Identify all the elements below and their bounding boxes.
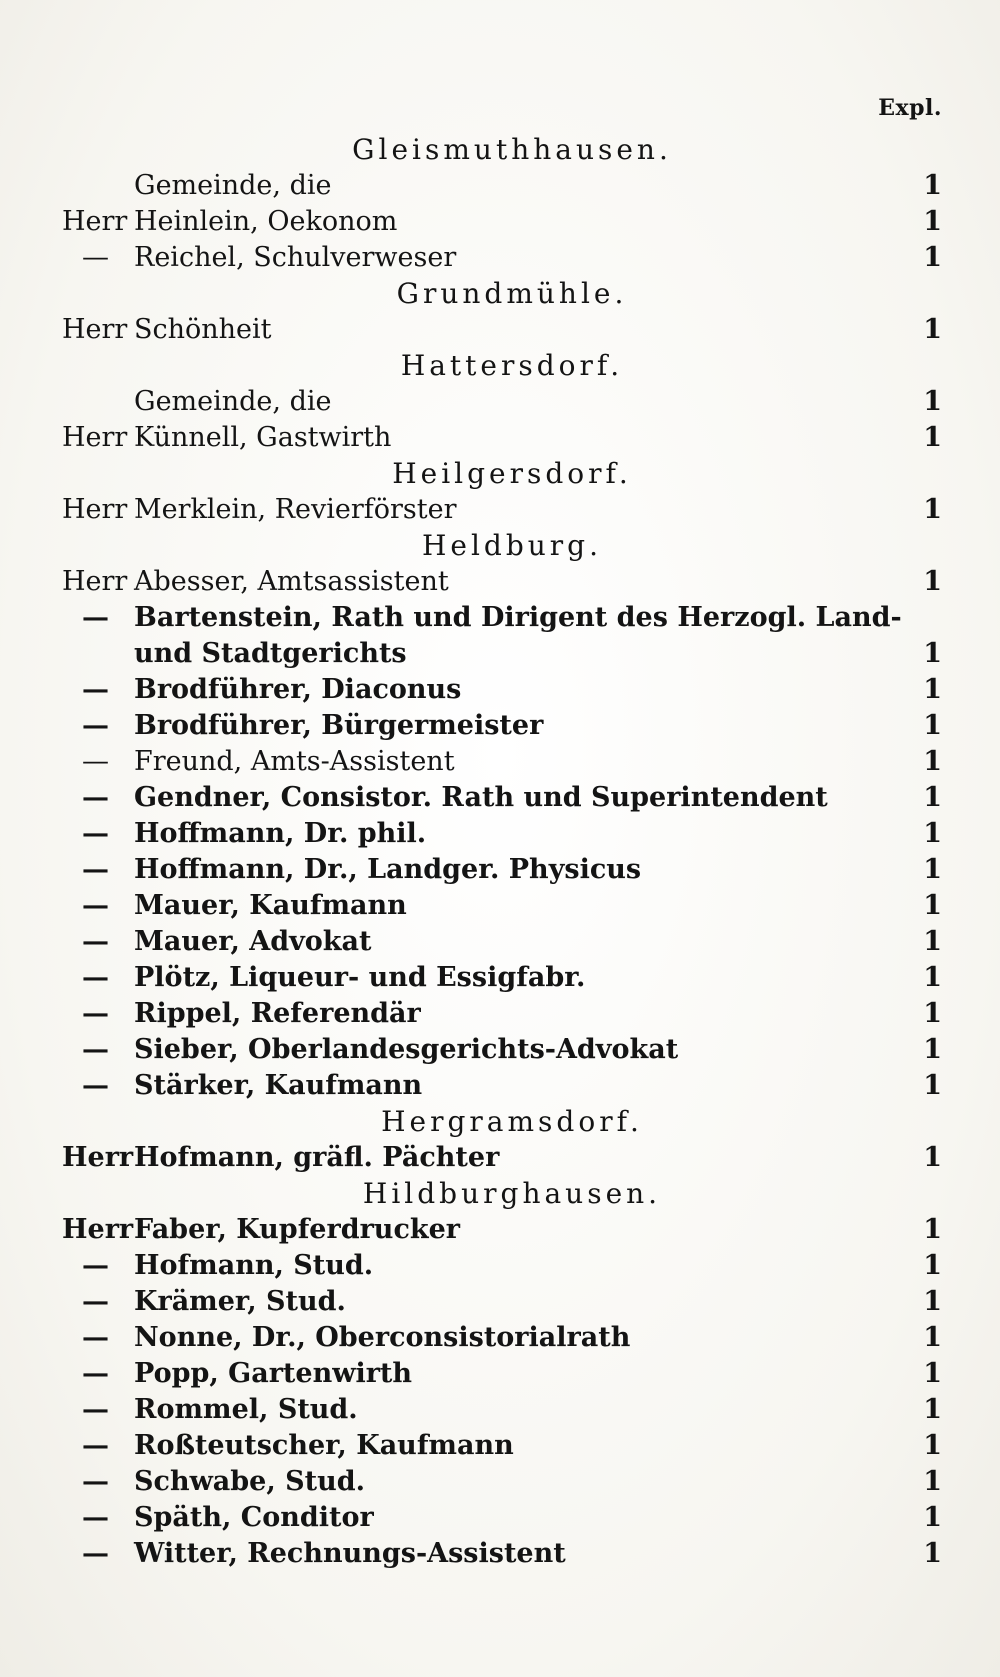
subscriber-list	[62, 132, 942, 1572]
ditto-dash: —	[82, 746, 109, 777]
copies-count: 1	[923, 1430, 942, 1461]
subscriber-name: Mauer, Kaufmann	[134, 890, 407, 921]
place-heading: Hildburghausen.	[362, 1177, 662, 1210]
copies-count: 1	[923, 1034, 942, 1065]
subscriber-name: Faber, Kupferdrucker	[134, 1214, 460, 1245]
ditto-dash: —	[82, 1430, 109, 1461]
copies-count: 1	[923, 782, 942, 813]
subscriber-entry	[62, 420, 942, 456]
ditto-dash: —	[82, 1034, 109, 1065]
subscriber-name: Rommel, Stud.	[134, 1394, 358, 1425]
subscriber-entry	[62, 1212, 942, 1248]
subscriber-name: Schwabe, Stud.	[134, 1466, 366, 1497]
subscriber-name: Heinlein, Oekonom	[134, 206, 398, 237]
subscriber-entry-continuation	[62, 636, 942, 672]
subscriber-entry	[62, 1284, 942, 1320]
copies-count: 1	[923, 998, 942, 1029]
copies-count: 1	[923, 818, 942, 849]
ditto-dash: —	[82, 962, 109, 993]
honorific: Herr	[62, 494, 128, 525]
honorific: Herr	[62, 314, 128, 345]
subscriber-entry	[62, 852, 942, 888]
ditto-dash: —	[82, 1070, 109, 1101]
honorific: Herr	[62, 1214, 134, 1245]
ditto-dash: —	[82, 782, 109, 813]
copies-count: 1	[923, 638, 942, 669]
subscriber-name: Gemeinde, die	[134, 170, 332, 201]
subscriber-entry	[62, 1500, 942, 1536]
subscriber-entry	[62, 1320, 942, 1356]
subscriber-entry	[62, 384, 942, 420]
copies-count: 1	[923, 566, 942, 597]
subscriber-name: Schönheit	[134, 314, 272, 345]
ditto-dash: —	[82, 1286, 109, 1317]
ditto-dash: —	[82, 1538, 109, 1569]
copies-count: 1	[923, 674, 942, 705]
honorific: Herr	[62, 566, 128, 597]
subscriber-name: Brodführer, Bürgermeister	[134, 710, 544, 741]
copies-count: 1	[923, 926, 942, 957]
ditto-dash: —	[82, 890, 109, 921]
copies-count: 1	[923, 710, 942, 741]
subscriber-entry	[62, 1140, 942, 1176]
subscriber-entry	[62, 492, 942, 528]
copies-count: 1	[923, 890, 942, 921]
copies-count: 1	[923, 1070, 942, 1101]
ditto-dash: —	[82, 1466, 109, 1497]
subscriber-entry	[62, 564, 942, 600]
honorific: Herr	[62, 206, 128, 237]
ditto-dash: —	[82, 710, 109, 741]
copies-count: 1	[923, 422, 942, 453]
place-heading: Heilgersdorf.	[392, 457, 632, 490]
subscriber-entry	[62, 600, 942, 636]
place-heading: Hattersdorf.	[400, 349, 624, 382]
subscriber-entry	[62, 672, 942, 708]
subscriber-entry	[62, 312, 942, 348]
subscriber-entry	[62, 168, 942, 204]
subscriber-entry	[62, 204, 942, 240]
copies-count: 1	[923, 494, 942, 525]
copies-count: 1	[923, 206, 942, 237]
copies-count: 1	[923, 962, 942, 993]
place-heading: Gleismuthhausen.	[352, 133, 672, 166]
copies-count: 1	[923, 242, 942, 273]
subscriber-name: Späth, Conditor	[134, 1502, 374, 1533]
copies-count: 1	[923, 1466, 942, 1497]
subscriber-entry	[62, 708, 942, 744]
subscriber-name: Roßteutscher, Kaufmann	[134, 1430, 514, 1461]
subscriber-name: Gendner, Consistor. Rath und Superintendent	[134, 782, 828, 813]
subscriber-name: Witter, Rechnungs-Assistent	[134, 1538, 566, 1569]
subscriber-entry	[62, 1032, 942, 1068]
ditto-dash: —	[82, 1250, 109, 1281]
copies-count: 1	[923, 1286, 942, 1317]
subscriber-name: Hofmann, Stud.	[134, 1250, 374, 1281]
subscriber-name: Plötz, Liqueur- und Essigfabr.	[134, 962, 586, 993]
copies-count: 1	[923, 1394, 942, 1425]
subscriber-entry	[62, 744, 942, 780]
copies-count: 1	[923, 854, 942, 885]
subscriber-entry	[62, 996, 942, 1032]
ditto-dash: —	[82, 818, 109, 849]
subscriber-entry	[62, 1536, 942, 1572]
subscriber-name: Hofmann, gräfl. Pächter	[134, 1142, 500, 1173]
subscriber-entry	[62, 1356, 942, 1392]
copies-count: 1	[923, 1502, 942, 1533]
copies-count: 1	[923, 1358, 942, 1389]
subscriber-name: Brodführer, Diaconus	[134, 674, 462, 705]
copies-count: 1	[923, 170, 942, 201]
subscriber-name: Stärker, Kaufmann	[134, 1070, 423, 1101]
subscriber-name: Hoffmann, Dr. phil.	[134, 818, 427, 849]
ditto-dash: —	[82, 1394, 109, 1425]
subscriber-name: Freund, Amts-Assistent	[134, 746, 455, 777]
ditto-dash: —	[82, 1322, 109, 1353]
ditto-dash: —	[82, 998, 109, 1029]
ditto-dash: —	[82, 674, 109, 705]
ditto-dash: —	[82, 926, 109, 957]
column-header-expl: Expl.	[878, 95, 942, 121]
subscriber-entry	[62, 924, 942, 960]
subscriber-name: Nonne, Dr., Oberconsistorialrath	[134, 1322, 631, 1353]
subscriber-entry	[62, 888, 942, 924]
copies-count: 1	[923, 314, 942, 345]
ditto-dash: —	[82, 854, 109, 885]
subscriber-name: Bartenstein, Rath und Dirigent des Herzogl. Land-	[134, 602, 902, 633]
copies-count: 1	[923, 746, 942, 777]
ditto-dash: —	[82, 602, 109, 633]
subscriber-entry	[62, 780, 942, 816]
subscriber-name: Reichel, Schulverweser	[134, 242, 457, 273]
copies-count: 1	[923, 1214, 942, 1245]
place-heading: Hergramsdorf.	[381, 1105, 643, 1138]
subscriber-name: Abesser, Amtsassistent	[134, 566, 449, 597]
subscriber-entry	[62, 1464, 942, 1500]
ditto-dash: —	[82, 1502, 109, 1533]
subscriber-name: Sieber, Oberlandesgerichts-Advokat	[134, 1034, 679, 1065]
subscriber-entry	[62, 240, 942, 276]
copies-count: 1	[923, 1250, 942, 1281]
copies-count: 1	[923, 386, 942, 417]
subscriber-entry	[62, 1392, 942, 1428]
subscriber-entry	[62, 1428, 942, 1464]
copies-count: 1	[923, 1322, 942, 1353]
subscriber-name: Künnell, Gastwirth	[134, 422, 392, 453]
subscriber-entry	[62, 960, 942, 996]
subscriber-name: Gemeinde, die	[134, 386, 332, 417]
copies-count: 1	[923, 1142, 942, 1173]
place-heading: Grundmühle.	[396, 277, 628, 310]
honorific: Herr	[62, 1142, 134, 1173]
copies-count: 1	[923, 1538, 942, 1569]
subscriber-name: Krämer, Stud.	[134, 1286, 346, 1317]
place-heading: Heldburg.	[421, 529, 603, 562]
subscriber-name: Popp, Gartenwirth	[134, 1358, 413, 1389]
ditto-dash: —	[82, 1358, 109, 1389]
ditto-dash: —	[82, 242, 109, 273]
subscriber-entry	[62, 1068, 942, 1104]
honorific: Herr	[62, 422, 128, 453]
subscriber-entry	[62, 1248, 942, 1284]
subscriber-name-continued: und Stadtgerichts	[134, 638, 407, 669]
subscriber-name: Hoffmann, Dr., Landger. Physicus	[134, 854, 642, 885]
subscriber-name: Mauer, Advokat	[134, 926, 372, 957]
subscriber-name: Rippel, Referendär	[134, 998, 421, 1029]
subscriber-entry	[62, 816, 942, 852]
subscriber-name: Merklein, Revierförster	[134, 494, 457, 525]
